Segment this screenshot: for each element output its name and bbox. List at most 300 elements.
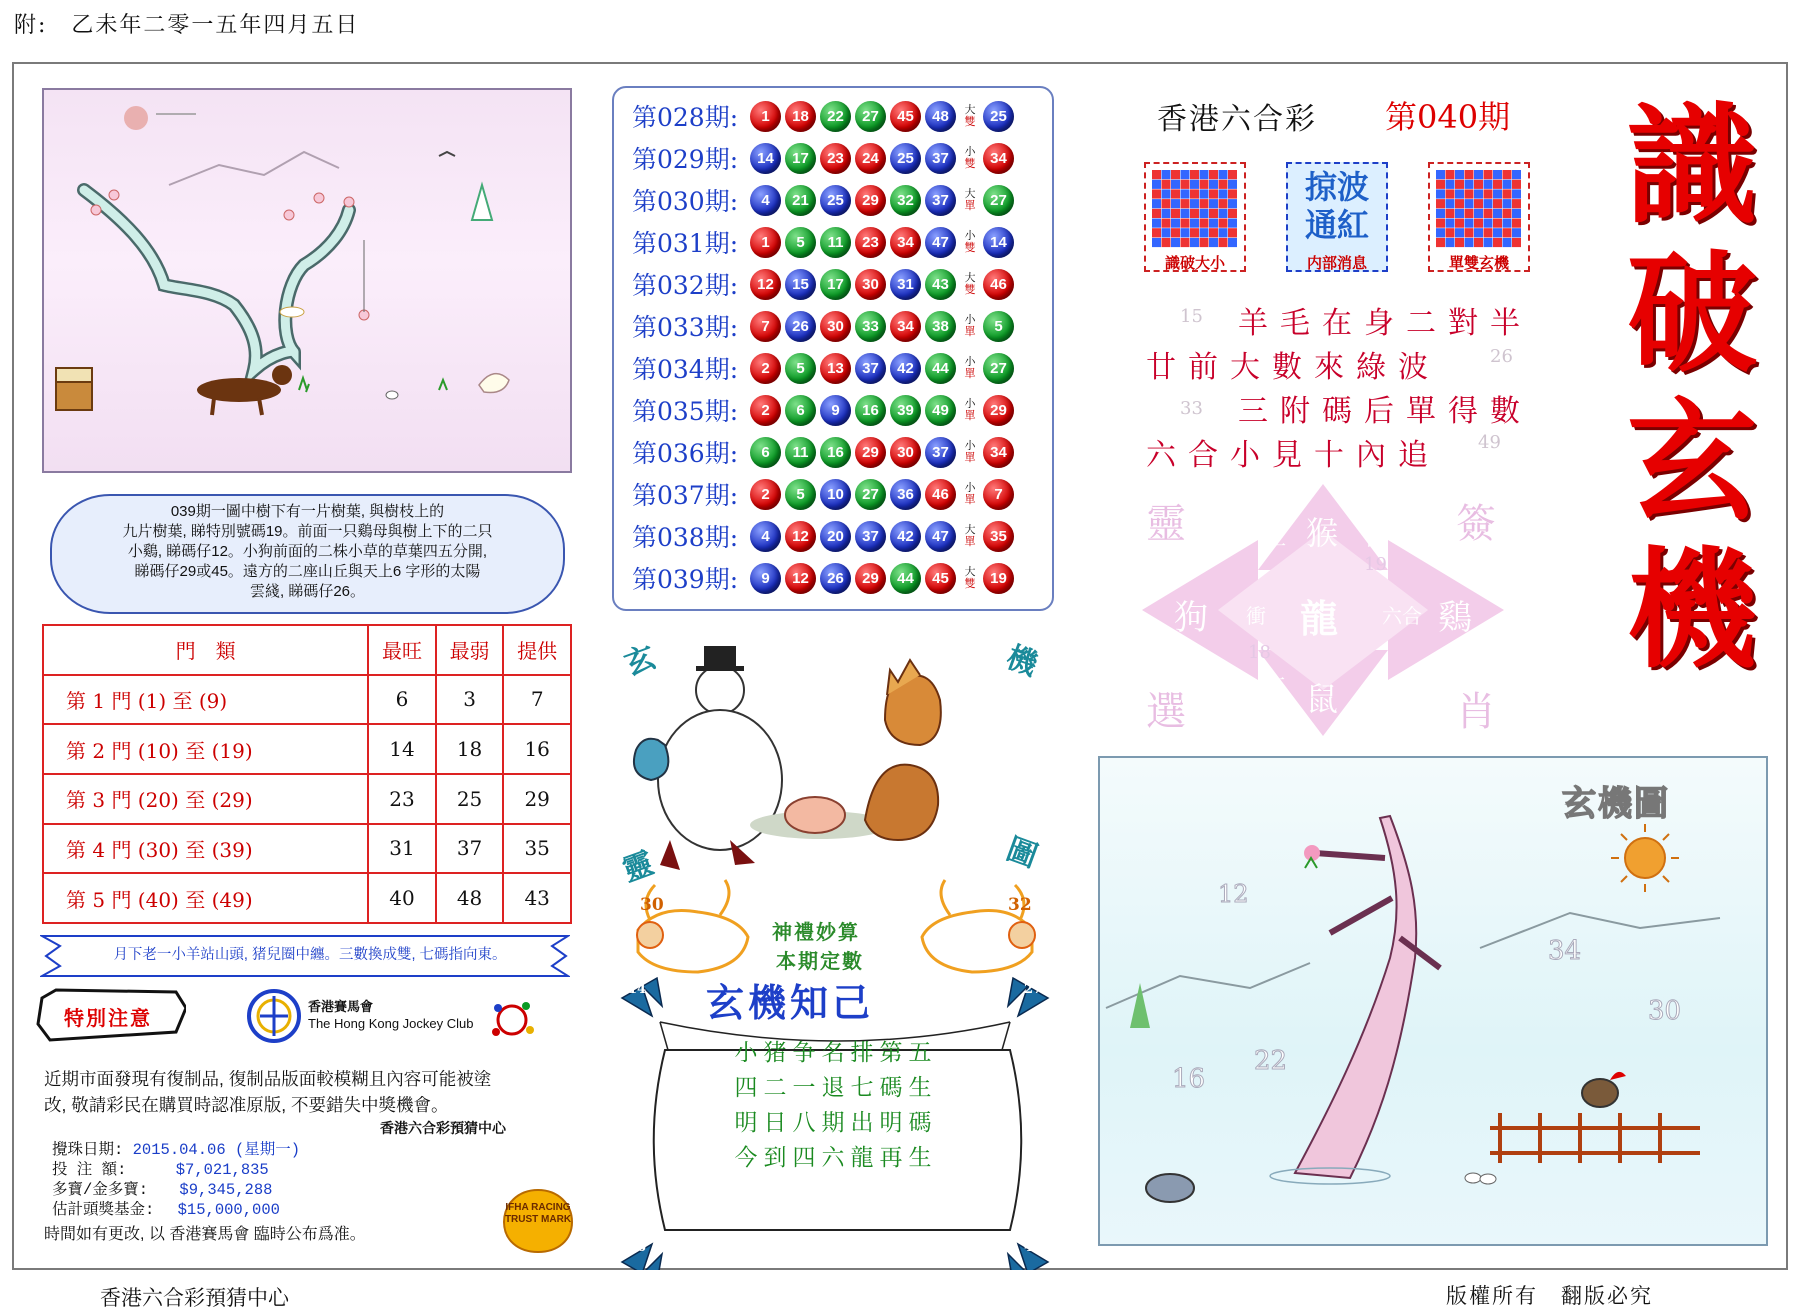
number-ball: 20	[820, 521, 851, 552]
number-ball: 27	[855, 101, 886, 132]
number-ball: 6	[785, 395, 816, 426]
size-parity-tag	[960, 272, 980, 296]
door-max: 14	[368, 724, 436, 774]
box-caption: 識破大小	[1164, 255, 1225, 272]
multi-value: $9,345,288	[179, 1181, 273, 1199]
special-ball: 27	[983, 353, 1014, 384]
size-tag: 小	[964, 482, 976, 494]
mosaic-cell	[1512, 209, 1521, 218]
mosaic-cell	[1436, 180, 1445, 189]
number-ball: 29	[855, 437, 886, 468]
result-issue-label: 第035期:	[632, 397, 739, 426]
mosaic-cell	[1446, 199, 1455, 208]
result-row	[632, 306, 1018, 346]
result-row	[632, 96, 1018, 136]
door-max: 40	[368, 873, 436, 923]
mosaic-cell	[1209, 209, 1218, 218]
mosaic-cell	[1171, 219, 1180, 228]
number-ball: 36	[890, 479, 921, 510]
parity-tag: 雙	[964, 158, 976, 170]
mosaic-cell	[1503, 199, 1512, 208]
number-ball: 4	[750, 185, 781, 216]
col-door: 門 類	[43, 625, 368, 675]
door-min: 3	[436, 675, 504, 725]
mosaic-cell	[1484, 189, 1493, 198]
mosaic-icon	[1436, 170, 1522, 248]
number-ball: 30	[820, 311, 851, 342]
size-tag: 大	[964, 272, 976, 284]
mosaic-cell	[1436, 219, 1445, 228]
mosaic-cell	[1171, 189, 1180, 198]
special-ball: 5	[983, 311, 1014, 342]
diamond-c-right: 六合	[1382, 604, 1422, 628]
result-issue-label: 第039期:	[632, 565, 739, 594]
box-caption: 内部消息	[1306, 255, 1367, 272]
poem-line: 四二一退七碼生	[734, 1075, 938, 1101]
door-table	[42, 624, 572, 924]
mosaic-cell	[1219, 219, 1228, 228]
result-row	[632, 222, 1018, 262]
mosaic-cell	[1455, 238, 1464, 247]
mosaic-cell	[1190, 189, 1199, 198]
mosaic-cell	[1446, 189, 1455, 198]
number-ball: 17	[785, 143, 816, 174]
mosaic-cell	[1209, 189, 1218, 198]
middle-poem	[706, 1036, 966, 1176]
footer-copyright: 版權所有 翻版必究	[1446, 1284, 1653, 1308]
number-ball: 45	[925, 563, 956, 594]
result-issue-label: 第032期:	[632, 271, 739, 300]
parity-tag: 雙	[964, 116, 976, 128]
number-ball: 1	[750, 227, 781, 258]
poem-line: 小猪争名排第五	[734, 1040, 938, 1066]
box-caption: 單雙玄機	[1448, 255, 1509, 272]
number-ball: 43	[925, 269, 956, 300]
box-size	[1144, 162, 1246, 272]
mosaic-cell	[1152, 238, 1161, 247]
est-label: 估計頭獎基金:	[52, 1201, 155, 1219]
number-ball: 9	[750, 563, 781, 594]
result-row	[632, 180, 1018, 220]
diamond-tr: 簽	[1456, 501, 1496, 547]
diamond-t-left: 三	[1266, 526, 1286, 550]
number-ball: 32	[890, 185, 921, 216]
number-ball: 23	[820, 143, 851, 174]
number-ball: 4	[750, 521, 781, 552]
diamond-t-right: 合	[1364, 526, 1384, 550]
number-ball: 29	[855, 563, 886, 594]
mosaic-cell	[1474, 209, 1483, 218]
diamond-right: 鷄	[1438, 598, 1472, 638]
mosaic-cell	[1152, 199, 1161, 208]
mosaic-cell	[1446, 228, 1455, 237]
riddle-line: 九片樹葉, 睇特別號碼19。前面一只鷄母與樹上下的二只	[122, 523, 493, 540]
mosaic-cell	[1200, 228, 1209, 237]
mosaic-cell	[1493, 180, 1502, 189]
shen-line-2: 本期定數	[776, 949, 864, 973]
riddle-line: 小鷄, 睇碼仔12。小狗前面的二株小草的草葉四五分開,	[127, 543, 488, 560]
mosaic-cell	[1190, 228, 1199, 237]
verse-number: 49	[1478, 432, 1501, 453]
draw-date-label: 攪珠日期:	[52, 1141, 124, 1159]
verse-line: 廿前大數來綠波	[1146, 350, 1440, 385]
mosaic-cell	[1152, 180, 1161, 189]
size-parity-tag	[960, 524, 980, 548]
mosaic-cell	[1190, 238, 1199, 247]
mosaic-cell	[1436, 170, 1445, 179]
table-row	[43, 675, 571, 725]
ifha-logo	[498, 1186, 578, 1256]
mosaic-cell	[1484, 228, 1493, 237]
result-issue-label: 第033期:	[632, 313, 739, 342]
mosaic-cell	[1465, 219, 1474, 228]
mosaic-cell	[1162, 219, 1171, 228]
mosaic-cell	[1162, 189, 1171, 198]
issue-number: 第040期	[1385, 98, 1511, 136]
mosaic-cell	[1152, 209, 1161, 218]
mosaic-cell	[1436, 209, 1445, 218]
mosaic-icon	[1152, 170, 1238, 248]
number-ball: 11	[785, 437, 816, 468]
col-give: 提供	[503, 625, 571, 675]
result-row	[632, 348, 1018, 388]
table-row	[43, 774, 571, 824]
mosaic-cell	[1503, 209, 1512, 218]
mosaic-cell	[1200, 170, 1209, 179]
special-ball: 14	[983, 227, 1014, 258]
mosaic-cell	[1512, 170, 1521, 179]
size-parity-tag	[960, 398, 980, 422]
mosaic-cell	[1493, 189, 1502, 198]
ox-left-number: 30	[640, 895, 664, 915]
table-row	[43, 873, 571, 923]
mosaic-cell	[1181, 189, 1190, 198]
riddle-bubble	[50, 494, 565, 614]
number-ball: 26	[820, 563, 851, 594]
door-min: 18	[436, 724, 504, 774]
mosaic-cell	[1181, 228, 1190, 237]
mosaic-cell	[1200, 189, 1209, 198]
mosaic-cell	[1493, 228, 1502, 237]
number-ball: 9	[820, 395, 851, 426]
number-ball: 26	[785, 311, 816, 342]
mosaic-cell	[1190, 199, 1199, 208]
door-label: 第 2 門 (10) 至 (19)	[43, 724, 368, 774]
door-give: 43	[503, 873, 571, 923]
mosaic-cell	[1162, 228, 1171, 237]
number-ball: 1	[750, 101, 781, 132]
mosaic-cell	[1200, 199, 1209, 208]
number-ball: 44	[890, 563, 921, 594]
number-ball: 12	[785, 521, 816, 552]
number-ball: 2	[750, 353, 781, 384]
mosaic-cell	[1436, 199, 1445, 208]
mosaic-cell	[1455, 228, 1464, 237]
number-ball: 30	[855, 269, 886, 300]
number-ball: 25	[890, 143, 921, 174]
mosaic-cell	[1455, 170, 1464, 179]
parity-tag: 單	[964, 452, 976, 464]
result-row	[632, 390, 1018, 430]
number-ball: 37	[925, 437, 956, 468]
door-give: 29	[503, 774, 571, 824]
number-ball: 15	[785, 269, 816, 300]
size-parity-tag	[960, 104, 980, 128]
number-ball: 7	[750, 311, 781, 342]
notice-line: 改, 敬請彩民在購買時認准原版, 不要錯失中獎機會。	[44, 1095, 449, 1115]
number-ball: 42	[890, 521, 921, 552]
mosaic-cell	[1484, 219, 1493, 228]
number-ball: 31	[890, 269, 921, 300]
mosaic-cell	[1190, 180, 1199, 189]
mosaic-cell	[1503, 238, 1512, 247]
mosaic-cell	[1228, 209, 1237, 218]
mosaic-cell	[1474, 219, 1483, 228]
multi-label: 多寶/金多寶:	[52, 1181, 149, 1199]
mosaic-cell	[1436, 189, 1445, 198]
jockey-club-logo	[246, 988, 302, 1044]
size-parity-tag	[960, 188, 980, 212]
mosaic-cell	[1162, 180, 1171, 189]
door-label: 第 4 門 (30) 至 (39)	[43, 824, 368, 874]
mosaic-cell	[1219, 238, 1228, 247]
special-ball: 34	[983, 143, 1014, 174]
draw-date-value: 2015.04.06 (星期一)	[132, 1141, 301, 1159]
size-tag: 大	[964, 524, 976, 536]
number-ball: 2	[750, 395, 781, 426]
bird-number: 14	[628, 982, 647, 997]
mosaic-cell	[1484, 209, 1493, 218]
mosaic-cell	[1209, 180, 1218, 189]
mosaic-cell	[1465, 238, 1474, 247]
mosaic-cell	[1162, 199, 1171, 208]
mosaic-cell	[1171, 238, 1180, 247]
number-ball: 13	[820, 353, 851, 384]
riddle-line: 睇碼仔29或45。遠方的二座山丘與天上6 字形的太陽	[134, 563, 481, 580]
number-ball: 37	[925, 185, 956, 216]
number-ball: 21	[785, 185, 816, 216]
mosaic-cell	[1190, 219, 1199, 228]
mosaic-cell	[1190, 209, 1199, 218]
mosaic-cell	[1219, 228, 1228, 237]
parity-tag: 單	[964, 536, 976, 548]
verse-number: 15	[1180, 306, 1203, 327]
mosaic-cell	[1162, 238, 1171, 247]
number-ball: 16	[820, 437, 851, 468]
mosaic-cell	[1209, 199, 1218, 208]
corner-char-br: 圖	[1001, 831, 1042, 875]
number-ball: 42	[890, 353, 921, 384]
number-ball: 22	[820, 101, 851, 132]
size-parity-tag	[960, 566, 980, 590]
door-label: 第 3 門 (20) 至 (29)	[43, 774, 368, 824]
result-row	[632, 264, 1018, 304]
mosaic-cell	[1455, 199, 1464, 208]
bird-number: 27	[1024, 982, 1043, 997]
mosaic-cell	[1436, 228, 1445, 237]
mosaic-cell	[1503, 189, 1512, 198]
mosaic-cell	[1465, 180, 1474, 189]
size-parity-tag	[960, 314, 980, 338]
mosaic-cell	[1219, 180, 1228, 189]
number-ball: 23	[855, 227, 886, 258]
result-row	[632, 138, 1018, 178]
mosaic-cell	[1455, 189, 1464, 198]
mosaic-cell	[1152, 189, 1161, 198]
parity-tag: 單	[964, 368, 976, 380]
number-ball: 37	[925, 143, 956, 174]
diamond-b-left: 三	[1266, 674, 1286, 698]
diamond-tl: 靈	[1146, 501, 1186, 547]
header-date: 附: 乙未年二零一五年四月五日	[14, 13, 360, 38]
mosaic-cell	[1209, 238, 1218, 247]
number-ball: 47	[925, 227, 956, 258]
size-parity-tag	[960, 146, 980, 170]
diamond-n18: 18	[1248, 642, 1271, 663]
zodiac-diamond	[1138, 480, 1508, 740]
mosaic-cell	[1200, 209, 1209, 218]
mosaic-cell	[1228, 238, 1237, 247]
number-ball: 44	[925, 353, 956, 384]
special-ball: 35	[983, 521, 1014, 552]
mosaic-cell	[1512, 199, 1521, 208]
riddle-picture	[42, 88, 572, 473]
mosaic-cell	[1209, 219, 1218, 228]
mark-six-logo	[488, 996, 538, 1042]
door-label: 第 1 門 (1) 至 (9)	[43, 675, 368, 725]
special-ball: 27	[983, 185, 1014, 216]
picture-label: 玄機圖	[1562, 784, 1670, 824]
scroll-text: 月下老一小羊站山頭, 猪兒圈中纏。三數換成雙, 七碼指向東。	[113, 947, 507, 963]
verse-line: 三附碼后單得數	[1238, 394, 1532, 429]
title-char: 機	[1626, 533, 1757, 686]
scroll-banner	[40, 932, 570, 978]
mosaic-cell	[1200, 219, 1209, 228]
number-ball: 11	[820, 227, 851, 258]
diamond-bl: 選	[1146, 689, 1186, 735]
result-issue-label: 第036期:	[632, 439, 739, 468]
table-row	[43, 724, 571, 774]
size-tag: 小	[964, 314, 976, 326]
box-inside-news	[1286, 162, 1388, 272]
mosaic-cell	[1474, 170, 1483, 179]
picture-number: 16	[1172, 1064, 1206, 1094]
mosaic-cell	[1209, 170, 1218, 179]
special-ball: 7	[983, 479, 1014, 510]
result-issue-label: 第037期:	[632, 481, 739, 510]
door-give: 35	[503, 824, 571, 874]
ox-right-number: 32	[1008, 895, 1032, 915]
result-issue-label: 第028期:	[632, 103, 739, 132]
mosaic-cell	[1219, 209, 1228, 218]
door-max: 31	[368, 824, 436, 874]
result-issue-label: 第038期:	[632, 523, 739, 552]
tree-dog-illustration	[44, 90, 570, 471]
box-inner-line: 掠波	[1304, 168, 1369, 206]
middle-title: 玄機知己	[706, 980, 875, 1025]
diamond-left: 狗	[1174, 598, 1208, 638]
number-ball: 33	[855, 311, 886, 342]
mosaic-cell	[1228, 189, 1237, 198]
mosaic-cell	[1474, 180, 1483, 189]
parity-tag: 雙	[964, 284, 976, 296]
picture-number: 22	[1254, 1046, 1288, 1076]
mosaic-cell	[1181, 199, 1190, 208]
table-header-row	[43, 625, 571, 675]
diamond-center: 龍	[1300, 596, 1339, 641]
diamond-n19: 19	[1364, 554, 1387, 575]
verse-line: 羊毛在身二對半	[1238, 306, 1532, 341]
mosaic-cell	[1484, 170, 1493, 179]
number-ball: 34	[890, 227, 921, 258]
number-ball: 16	[855, 395, 886, 426]
mystery-picture	[1098, 756, 1768, 1246]
mosaic-cell	[1512, 238, 1521, 247]
mosaic-cell	[1446, 209, 1455, 218]
number-ball: 2	[750, 479, 781, 510]
door-min: 37	[436, 824, 504, 874]
lottery-name: 香港六合彩	[1157, 102, 1317, 137]
mosaic-cell	[1503, 219, 1512, 228]
mosaic-cell	[1446, 238, 1455, 247]
mosaic-cell	[1474, 199, 1483, 208]
mosaic-cell	[1446, 219, 1455, 228]
number-ball: 27	[855, 479, 886, 510]
mosaic-cell	[1493, 170, 1502, 179]
mosaic-cell	[1465, 199, 1474, 208]
verse-number: 33	[1180, 398, 1203, 419]
mosaic-cell	[1200, 180, 1209, 189]
mosaic-cell	[1503, 170, 1512, 179]
result-row	[632, 474, 1018, 514]
picture-number: 34	[1548, 936, 1582, 966]
mosaic-cell	[1455, 219, 1464, 228]
number-ball: 14	[750, 143, 781, 174]
mosaic-cell	[1493, 209, 1502, 218]
time-note: 時間如有更改, 以 香港賽馬會 臨時公布爲准。	[44, 1226, 366, 1243]
notice-line: 近期市面發現有復制品, 復制品版面較模糊且內容可能被塗	[44, 1069, 492, 1089]
picture-number: 30	[1648, 996, 1682, 1026]
mosaic-cell	[1200, 238, 1209, 247]
mosaic-cell	[1228, 180, 1237, 189]
notice-text	[44, 1066, 574, 1118]
mosaic-cell	[1493, 219, 1502, 228]
number-ball: 34	[890, 311, 921, 342]
col-max: 最旺	[368, 625, 436, 675]
mosaic-cell	[1512, 219, 1521, 228]
diamond-br: 肖	[1456, 689, 1496, 735]
door-give: 7	[503, 675, 571, 725]
special-ball: 29	[983, 395, 1014, 426]
mosaic-cell	[1484, 238, 1493, 247]
mosaic-cell	[1162, 209, 1171, 218]
result-issue-label: 第031期:	[632, 229, 739, 258]
mosaic-cell	[1181, 209, 1190, 218]
mosaic-cell	[1181, 170, 1190, 179]
size-tag: 大	[964, 104, 976, 116]
title-char: 玄	[1626, 385, 1757, 538]
mosaic-cell	[1152, 170, 1161, 179]
result-issue-label: 第029期:	[632, 145, 739, 174]
results-panel	[612, 86, 1054, 611]
mosaic-cell	[1171, 199, 1180, 208]
diamond-b-right: 合	[1364, 674, 1384, 698]
col-min: 最弱	[436, 625, 504, 675]
number-ball: 38	[925, 311, 956, 342]
footer-publisher: 香港六合彩預猜中心	[100, 1286, 289, 1310]
door-max: 6	[368, 675, 436, 725]
mosaic-cell	[1474, 189, 1483, 198]
